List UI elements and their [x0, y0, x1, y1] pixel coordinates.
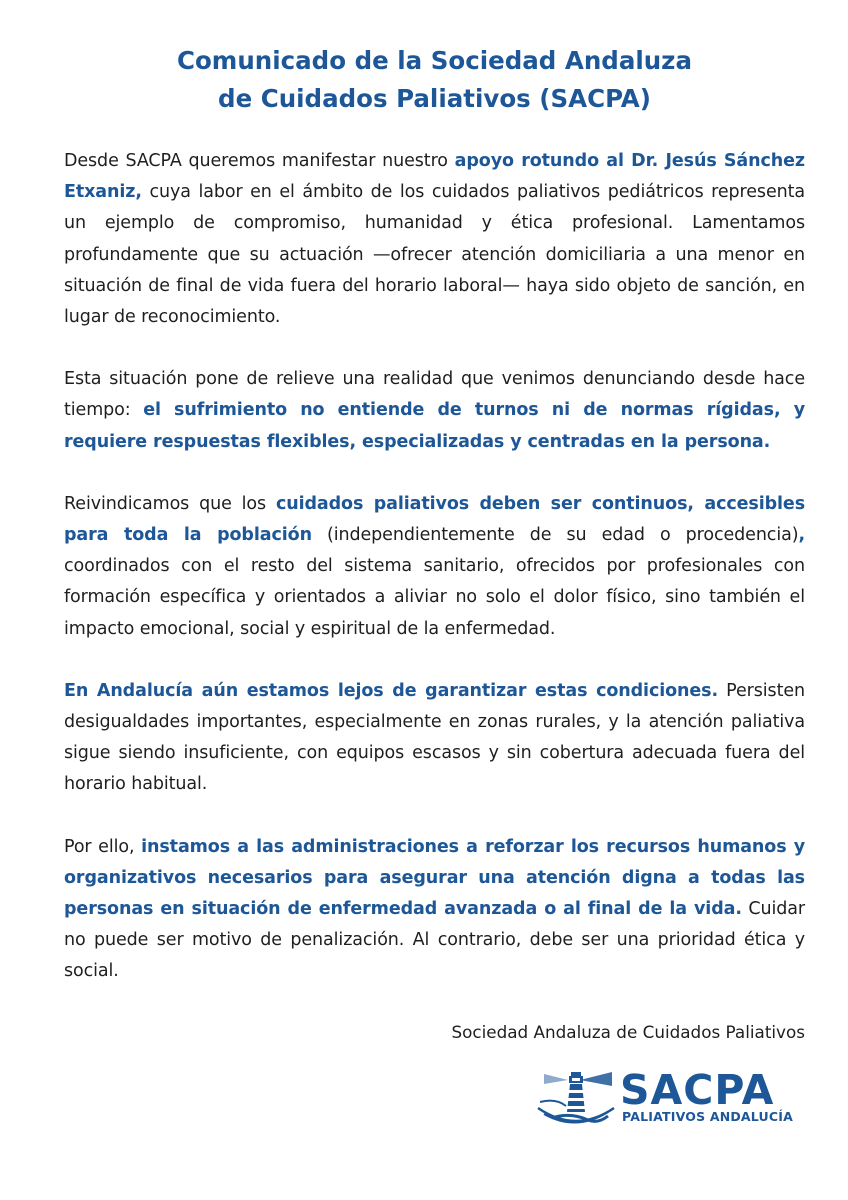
lighthouse-icon [534, 1068, 618, 1128]
paragraph-situation [64, 364, 805, 458]
highlighted-text: , [798, 525, 806, 546]
sacpa-logo [534, 1068, 808, 1128]
body-text: cuya labor en el ámbito de los cuidados paliativos pediátricos representa un ejemplo de compromiso, humanidad y ética profesional. Lamentamos profundamente que su actuación —ofrecer atención domiciliaria a una menor en situación de final de vida fuera del horario laboral— haya sido objeto de sanción, en lugar de reconocimiento. [64, 182, 805, 328]
body-text: Cuidar no puede ser motivo de penalización. Al contrario, debe ser una prioridad ética y social. [64, 899, 805, 982]
body-text: Por ello, [64, 836, 142, 857]
highlighted-text: el sufrimiento no entiende de turnos ni de normas rígidas, y requiere respuestas flexibles, especializadas y centradas en la persona. [64, 400, 805, 452]
logo-subtitle: PALIATIVOS ANDALUCÍA [622, 1109, 793, 1124]
title-line-2: de Cuidados Paliativos (SACPA) [218, 84, 651, 113]
highlighted-text: apoyo rotundo al Dr. Jesús Sánchez Etxaniz, [64, 151, 805, 203]
document-page [64, 42, 805, 1045]
logo-text [620, 1068, 793, 1124]
page-title [64, 42, 805, 118]
body-text: (independientemente de su edad o procedencia) [311, 525, 799, 546]
signature: Sociedad Andaluza de Cuidados Paliativos [451, 1021, 805, 1042]
body-text: Persisten desigualdades importantes, especialmente en zonas rurales, y la atención paliativa sigue siendo insuficiente, con equipos escasos y sin cobertura adecuada fuera del horario habitual. [64, 680, 805, 795]
paragraph-request [64, 832, 805, 988]
highlighted-text: En Andalucía aún estamos lejos de garantizar estas condiciones. [64, 680, 719, 701]
body-text: Reivindicamos que los [64, 493, 276, 514]
highlighted-text: cuidados paliativos deben ser continuos, accesibles para toda la población [64, 493, 806, 546]
title-line-1: Comunicado de la Sociedad Andaluza [177, 46, 692, 75]
paragraph-support [64, 146, 805, 333]
body-text: Esta situación pone de relieve una realidad que venimos denunciando desde hace tiempo: [64, 369, 805, 421]
logo-name: SACPA [620, 1066, 775, 1114]
paragraph-andalucia [64, 676, 805, 801]
body-text: Desde SACPA queremos manifestar nuestro [64, 151, 455, 171]
body-text: coordinados con el resto del sistema sanitario, ofrecidos por profesionales con formación específica y orientados a aliviar no solo el dolor físico, sino también el impacto emocional, social y espiritual de la enfermedad. [64, 556, 805, 639]
paragraph-claims [64, 489, 805, 645]
highlighted-text: instamos a las administraciones a reforzar los recursos humanos y organizativos necesarios para asegurar una atención digna a todas las personas en situación de enfermedad avanzada o al final de la vida. [64, 836, 806, 920]
